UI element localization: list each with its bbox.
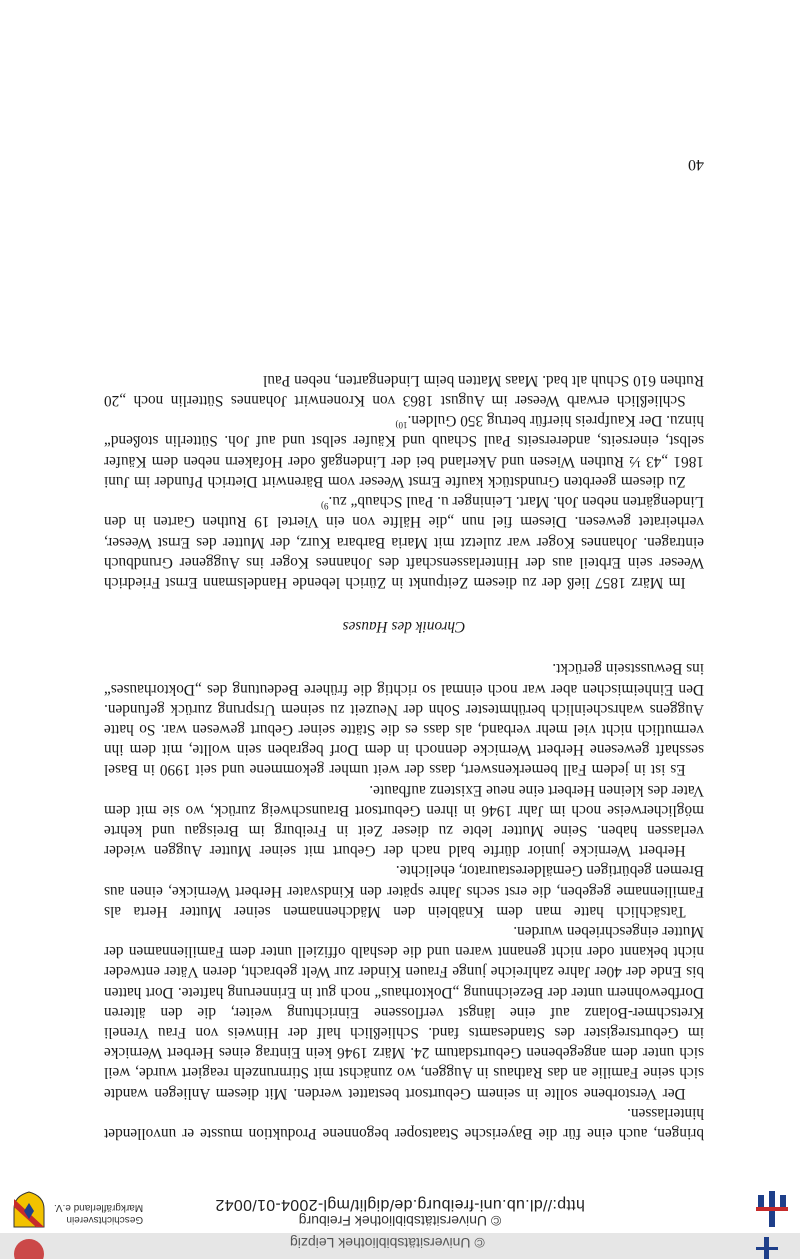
paragraph: Schließlich erwarb Weeser im August 1863 von Kronenwirt Johannes Sütterlin noch „20 Ruthen 610 Schuh alt bad. Maas Matten beim Lindengarten, neben Paul [104, 371, 704, 410]
footnote-ref: 10) [395, 420, 408, 431]
body-text [104, 370, 704, 1143]
paragraph: Herbert Wernicke junior dürfte bald nach der Geburt mit seiner Mutter Auggen wieder verlassen haben. Seine Mutter lebte zu dieser Zeit in Freiburg im Breisgau und kehrte möglicherweise noch im Jahr 1946 in ihren Geburtsort Braunschweig zurück, wo sie mit dem Vater des kleinen Herbert eine neue Existenz aufbaute. [104, 781, 704, 860]
ghost-header-text: © Universitätsbibliothek Leipzig [290, 1235, 485, 1251]
paragraph: Zu diesem geerbten Grundstück kaufte Ernst Weeser vom Bärenwirt Dietrich Pfunder im Juni 1861 „43 ½ Ruthen Wiesen und Akerland bei der Lindengaß oder Hofakern neben dem Käufer selbst, einerseits, andererseits Paul Schaub und Käufer selbst und auf Joh. Sütterlin stoßend“ hinzu. Der Kaufpreis hierfür betrug 350 Gulden.$^{10)}$ [104, 412, 704, 490]
paragraph: bringen, auch eine für die Bayerische Staatsoper begonnene Produktion musste er unvollendet hinterlassen. [104, 1104, 704, 1142]
permalink-url[interactable]: http://dl.ub.uni-freiburg.de/diglit/mgl-2004-01/0042 [215, 1196, 585, 1213]
section-heading: Chronik des Hauses [342, 618, 466, 636]
ub-logo-fragment-icon [756, 1237, 778, 1259]
paragraph: Tatsächlich hatte man dem Knäblein den Mädchennamen seiner Mutter Herta als Familienname gegeben, die erst sechs Jahre später den Kindsvater Herbert Wernicke, einen aus Bremen gebürtigen Gemälderestaurator, ehelichte. [104, 862, 704, 920]
page-header [0, 1185, 800, 1233]
copyright-text: © Universitätsbibliothek Freiburg [298, 1213, 502, 1229]
society-block [12, 1191, 143, 1229]
paragraph: Es ist in jedem Fall bemerkenswert, dass der weit umher gekommene und seit 1990 in Basel sesshaft gewesene Herbert Wernicke dennoch in dem Dorf begraben sein wollte, mit dem ihn vermutlich nicht viel mehr verband, als dass es die Stätte seiner Geburt gewesen war. So hatte Auggens wahrscheinlich berühmtester Sohn der Neuzeit zu seinem Ursprung zurück gefunden. Den Einheimischen aber war noch einmal so richtig die frühere Bedeutung des „Doktorhauses“ ins Bewusstsein gerückt. [104, 660, 704, 779]
crest-fragment-icon [14, 1239, 44, 1259]
markgraeflerland-crest-icon [12, 1191, 46, 1229]
footnote-ref: 9) [320, 501, 329, 512]
bottom-strip [0, 1233, 800, 1259]
paragraph: Der Verstorbene sollte in seinem Geburtsort bestattet werden. Mit diesem Anliegen wandte sich seine Familie an das Rathaus in Auggen, wo zunächst mit Stirnrunzeln reagiert wurde, weil sich unter dem angegebenen Geburtsdatum 24. März 1946 kein Eintrag eines Herbert Wernicke im Geburtsregister des Standesamts fand. Schließlich half der Hinweis von Frau Vreneli Kretschmer-Bolanz auf eine längst verflossene Einrichtung weiter, die den älteren Dorfbewohnern unter der Bezeichnung „Doktorhaus“ noch gut in Erinnerung haftete. Dort hatten bis Ende der 40er Jahre zahlreiche junge Frauen Kinder zur Welt gebracht, deren Väter entweder nicht bekannt oder nicht genannt waren und die deshalb offiziell unter dem Familiennamen der Mutter eingeschrieben wurden. [104, 922, 704, 1102]
page-number: 40 [688, 156, 704, 173]
society-name: Geschichtsverein Markgräflerland e.V. [54, 1202, 144, 1225]
paragraph: Im März 1857 ließ der zu diesem Zeitpunkt in Zürich lebende Handelsmann Ernst Friedrich Weeser sein Erbteil aus der Hinterlassenschaft des Johannes Koger ins Auggener Grundbuch eintragen. Johannes Koger war zuletzt mit Maria Barbara Kurz, der Mutter des Ernst Weeser, verheiratet gewesen. Diesem fiel nun „die Hälfte von ein Viertel 19 Ruthen Garten in den Lindengärten neben Joh. Mart. Leininger u. Paul Schaub“ zu.$^{9)}$ [104, 493, 704, 591]
